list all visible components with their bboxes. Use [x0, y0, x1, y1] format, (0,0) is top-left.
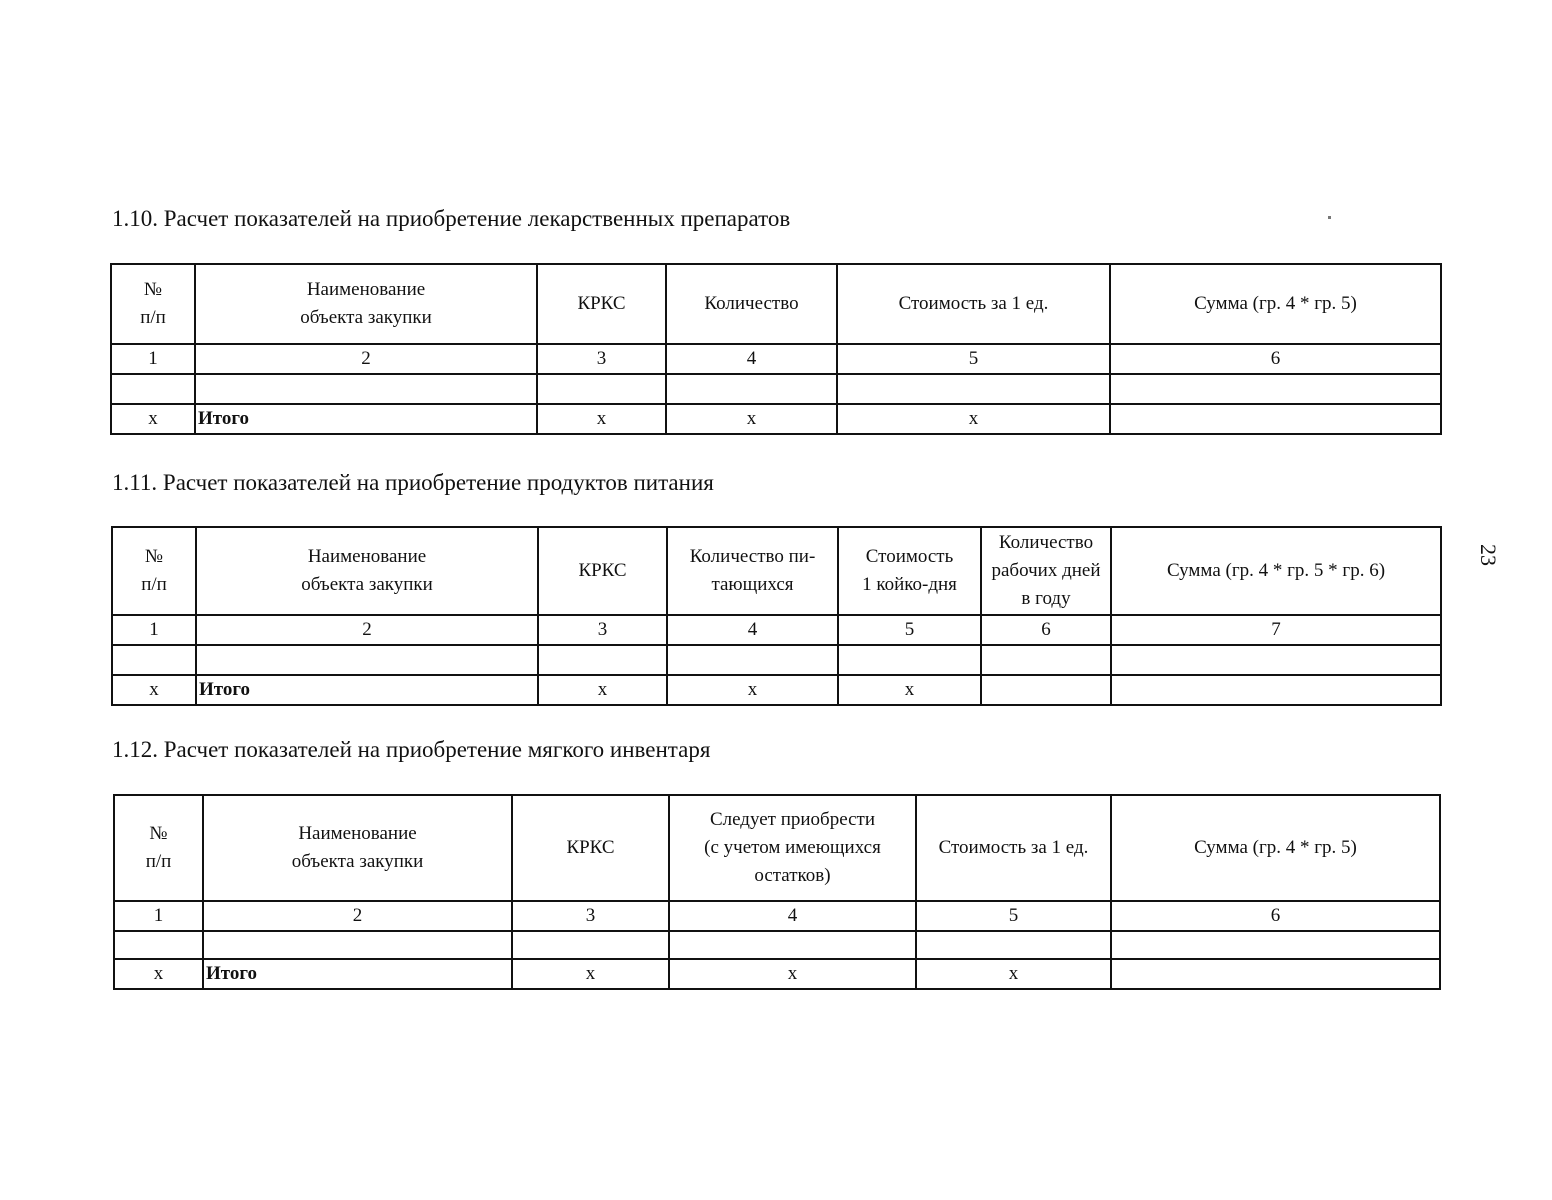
empty-cell	[669, 931, 916, 959]
empty-cell	[916, 931, 1111, 959]
total-row	[112, 675, 1441, 705]
empty-cell	[114, 931, 203, 959]
col-num-header: № п/п	[111, 264, 195, 344]
col-number: 5	[916, 901, 1111, 931]
header-row	[112, 527, 1441, 615]
x-cell: х	[666, 404, 837, 434]
empty-cell	[512, 931, 669, 959]
col-number: 6	[1111, 901, 1440, 931]
x-cell: х	[667, 675, 838, 705]
x-cell: х	[114, 959, 203, 989]
col-num-header: № п/п	[112, 527, 196, 615]
col-number: 6	[1110, 344, 1441, 374]
col-number: 3	[538, 615, 667, 645]
total-sum-cell	[1110, 404, 1441, 434]
column-number-row	[112, 615, 1441, 645]
col-eaters-header: Количество пи- тающихся	[667, 527, 838, 615]
section-1-12-title: 1.12. Расчет показателей на приобретение мягкого инвентаря	[112, 737, 711, 762]
empty-cell	[837, 374, 1110, 404]
col-number: 3	[512, 901, 669, 931]
col-unit-price-header: Стоимость за 1 ед.	[916, 795, 1111, 901]
col-sum-header: Сумма (гр. 4 * гр. 5 * гр. 6)	[1111, 527, 1441, 615]
empty-row	[112, 645, 1441, 675]
empty-row	[111, 374, 1441, 404]
column-number-row	[114, 901, 1440, 931]
col-number: 5	[838, 615, 981, 645]
total-label: Итого	[203, 959, 512, 989]
scan-speck	[1328, 216, 1331, 219]
column-number-row	[111, 344, 1441, 374]
table-food	[111, 526, 1442, 706]
col-number: 7	[1111, 615, 1441, 645]
empty-cell	[1111, 931, 1440, 959]
section-1-10-title: 1.10. Расчет показателей на приобретение лекарственных препаратов	[112, 206, 791, 231]
col-sum-header: Сумма (гр. 4 * гр. 5)	[1111, 795, 1440, 901]
x-cell: х	[111, 404, 195, 434]
total-sum-cell	[1111, 959, 1440, 989]
empty-cell	[537, 374, 666, 404]
col-name-header: Наименование объекта закупки	[195, 264, 537, 344]
col-number: 4	[666, 344, 837, 374]
empty-cell	[111, 374, 195, 404]
x-cell: х	[538, 675, 667, 705]
empty-cell	[981, 645, 1111, 675]
col-number: 1	[111, 344, 195, 374]
empty-cell	[838, 645, 981, 675]
col-number: 3	[537, 344, 666, 374]
total-days-cell	[981, 675, 1111, 705]
table-soft-inventory	[113, 794, 1441, 990]
col-unit-price-header: Стоимость за 1 ед.	[837, 264, 1110, 344]
empty-cell	[112, 645, 196, 675]
col-number: 1	[112, 615, 196, 645]
x-cell: х	[916, 959, 1111, 989]
empty-cell	[667, 645, 838, 675]
total-label: Итого	[195, 404, 537, 434]
empty-cell	[195, 374, 537, 404]
col-number: 2	[195, 344, 537, 374]
col-name-header: Наименование объекта закупки	[203, 795, 512, 901]
empty-cell	[538, 645, 667, 675]
col-krks-header: КРКС	[537, 264, 666, 344]
col-working-days-header: Количество рабочих дней в году	[981, 527, 1111, 615]
col-number: 6	[981, 615, 1111, 645]
total-label: Итого	[196, 675, 538, 705]
total-sum-cell	[1111, 675, 1441, 705]
col-num-header: № п/п	[114, 795, 203, 901]
empty-row	[114, 931, 1440, 959]
col-number: 2	[196, 615, 538, 645]
col-number: 4	[669, 901, 916, 931]
x-cell: х	[112, 675, 196, 705]
header-row	[111, 264, 1441, 344]
empty-cell	[666, 374, 837, 404]
empty-cell	[196, 645, 538, 675]
x-cell: х	[537, 404, 666, 434]
col-quantity-header: Количество	[666, 264, 837, 344]
col-number: 2	[203, 901, 512, 931]
x-cell: х	[837, 404, 1110, 434]
x-cell: х	[512, 959, 669, 989]
total-row	[114, 959, 1440, 989]
col-krks-header: КРКС	[538, 527, 667, 615]
header-row	[114, 795, 1440, 901]
col-krks-header: КРКС	[512, 795, 669, 901]
total-row	[111, 404, 1441, 434]
empty-cell	[203, 931, 512, 959]
x-cell: х	[669, 959, 916, 989]
col-number: 1	[114, 901, 203, 931]
col-number: 4	[667, 615, 838, 645]
col-bed-day-cost-header: Стоимость 1 койко-дня	[838, 527, 981, 615]
col-name-header: Наименование объекта закупки	[196, 527, 538, 615]
x-cell: х	[838, 675, 981, 705]
table-medicines	[110, 263, 1442, 435]
section-1-11-title: 1.11. Расчет показателей на приобретение продуктов питания	[112, 470, 714, 495]
empty-cell	[1111, 645, 1441, 675]
col-number: 5	[837, 344, 1110, 374]
col-to-purchase-header: Следует приобрести (с учетом имеющихся остатков)	[669, 795, 916, 901]
empty-cell	[1110, 374, 1441, 404]
col-sum-header: Сумма (гр. 4 * гр. 5)	[1110, 264, 1441, 344]
page-number: 23	[1476, 544, 1501, 566]
